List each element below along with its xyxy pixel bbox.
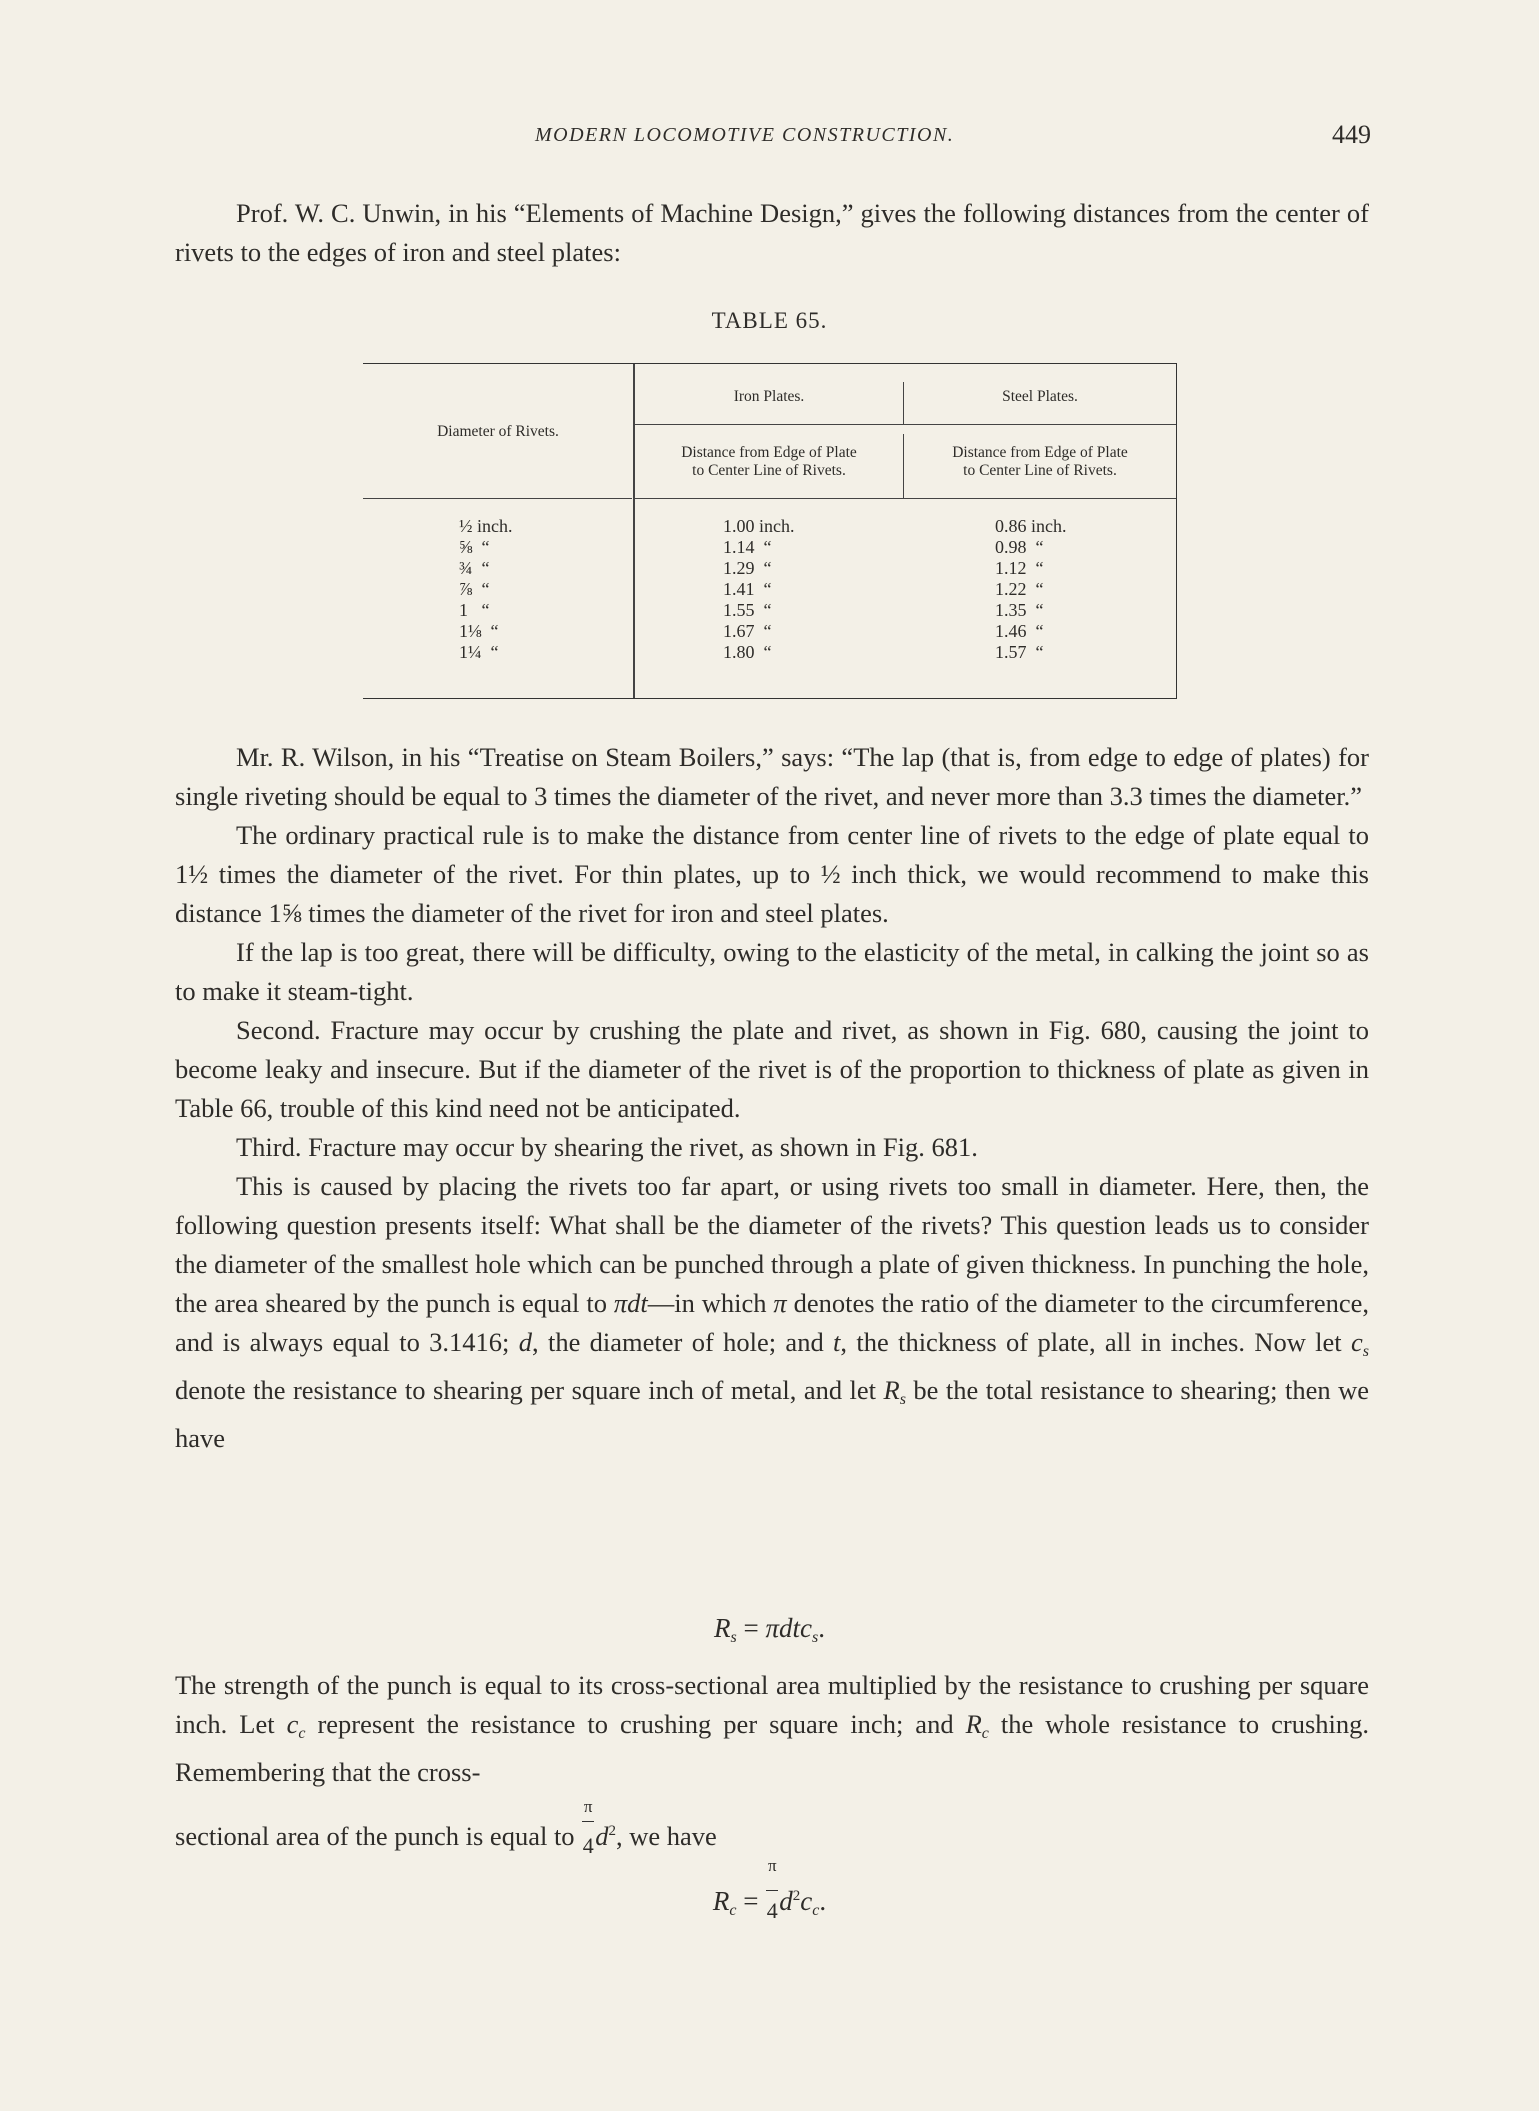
diameter-column [459,516,513,663]
table-cell: ¾ “ [459,558,490,578]
table-cell: 1 “ [459,600,490,620]
page-number: 449 [1332,120,1371,149]
table-cell: 1.22 “ [995,579,1044,599]
table-cell: 0.98 “ [995,537,1044,557]
punch-area-line: sectional area of the punch is equal to π $_4d^2$, we have [175,1797,717,1858]
table-cell: 1.46 “ [995,621,1044,641]
iron-column [723,516,795,663]
table-cell: 1.67 “ [723,621,772,641]
table-cell: 1.57 “ [995,642,1044,662]
shearing-paragraph: This is caused by placing the rivets too far apart, or using rivets too small in diameter. Here, then, the following question presents itself: What shall be the diameter of the rivets? This question leads us to consider the diameter of the smallest hole which can be punched through a plate of given thickness. In punching the hole, the area sheared by the punch is equal to πdt—in which π denotes the ratio of the diameter to the circumference, and is always equal to 3.1416; d, the diameter of hole; and t, the thickness of plate, all in inches. Now let $c_s$ denote the resistance to shearing per square inch of metal, and let $R_s$ be the total resistance to shearing; then we have [175,1171,1370,1453]
table-cell: 1.55 “ [723,600,772,620]
table-cell: 1.12 “ [995,558,1044,578]
rivet-distance-table [363,363,1177,699]
pi-over-four-fraction: π $_4$ [582,1797,594,1858]
table-cell: 1¼ “ [459,642,499,662]
steel-subheader: Distance from Edge of Plate to Center Line of Rivets. [952,444,1128,479]
paragraph: Third. Fracture may occur by shearing the rivet, as shown in Fig. 681. [236,1132,978,1162]
intro-paragraph: Prof. W. C. Unwin, in his “Elements of Machine Design,” gives the following distances from the center of rivets to the edges of iron and steel plates: [175,198,1369,267]
steel-plates-header: Steel Plates. [1002,388,1078,405]
group-rule [635,424,1176,425]
shearing-formula: $R_s = \pi dtc_s$. [714,1613,825,1646]
pi-over-four-fraction: π $_4$ [766,1856,778,1923]
header-rule [635,498,1176,499]
table-cell: 1.35 “ [995,600,1044,620]
body-paragraphs [175,738,1369,1458]
paragraph: If the lap is too great, there will be difficulty, owing to the elasticity of the metal, in calking the joint so as to make it steam-tight. [175,937,1369,1006]
table-cell: 1.00 inch. [723,516,795,536]
iron-subheader: Distance from Edge of Plate to Center Line of Rivets. [681,444,857,479]
diameter-header: Diameter of Rivets. [437,423,559,440]
page-header [175,122,1371,156]
steel-column [995,516,1067,663]
paragraph: Mr. R. Wilson, in his “Treatise on Steam Boilers,” says: “The lap (that is, from edge to edge of plates) for single riveting should be equal to 3 times the diameter of the rivet, and never more than 3.3 times the diameter.” [175,742,1369,811]
paragraph: The ordinary practical rule is to make the distance from center line of rivets to the edge of plate equal to 1½ times the diameter of the rivet. For thin plates, up to ½ inch thick, we would recommend to make this distance 1⅝ times the diameter of the rivet for iron and steel plates. [175,820,1369,928]
table-cell: 0.86 inch. [995,516,1067,536]
table-cell: ⅝ “ [459,537,490,557]
punch-paragraph: The strength of the punch is equal to its cross-sectional area multiplied by the resistance to crushing per square inch. Let $c_c$ represent the resistance to crushing per square inch; and $R_c$ the whole resistance to crushing. Remembering that the cross- [175,1670,1370,1787]
iron-plates-header: Iron Plates. [733,388,805,405]
table-title: TABLE 65. [711,308,828,333]
table-cell: 1.29 “ [723,558,772,578]
paragraph: Second. Fracture may occur by crushing the plate and rivet, as shown in Fig. 680, causing the joint to become leaky and insecure. But if the diameter of the rivet is of the proportion to thickness of plate as given in Table 66, trouble of this kind need not be anticipated. [175,1015,1369,1123]
table-cell: ½ inch. [459,516,513,536]
table-cell: ⅞ “ [459,579,490,599]
header-rule [363,498,632,499]
table-cell: 1.41 “ [723,579,772,599]
crushing-formula: $R_c$ = π $_4d^2c_c$. [712,1856,827,1923]
table-cell: 1.14 “ [723,537,772,557]
running-title: MODERN LOCOMOTIVE CONSTRUCTION. [535,124,955,146]
table-cell: 1.80 “ [723,642,772,662]
table-cell: 1⅛ “ [459,621,499,641]
column-divider [633,364,635,698]
